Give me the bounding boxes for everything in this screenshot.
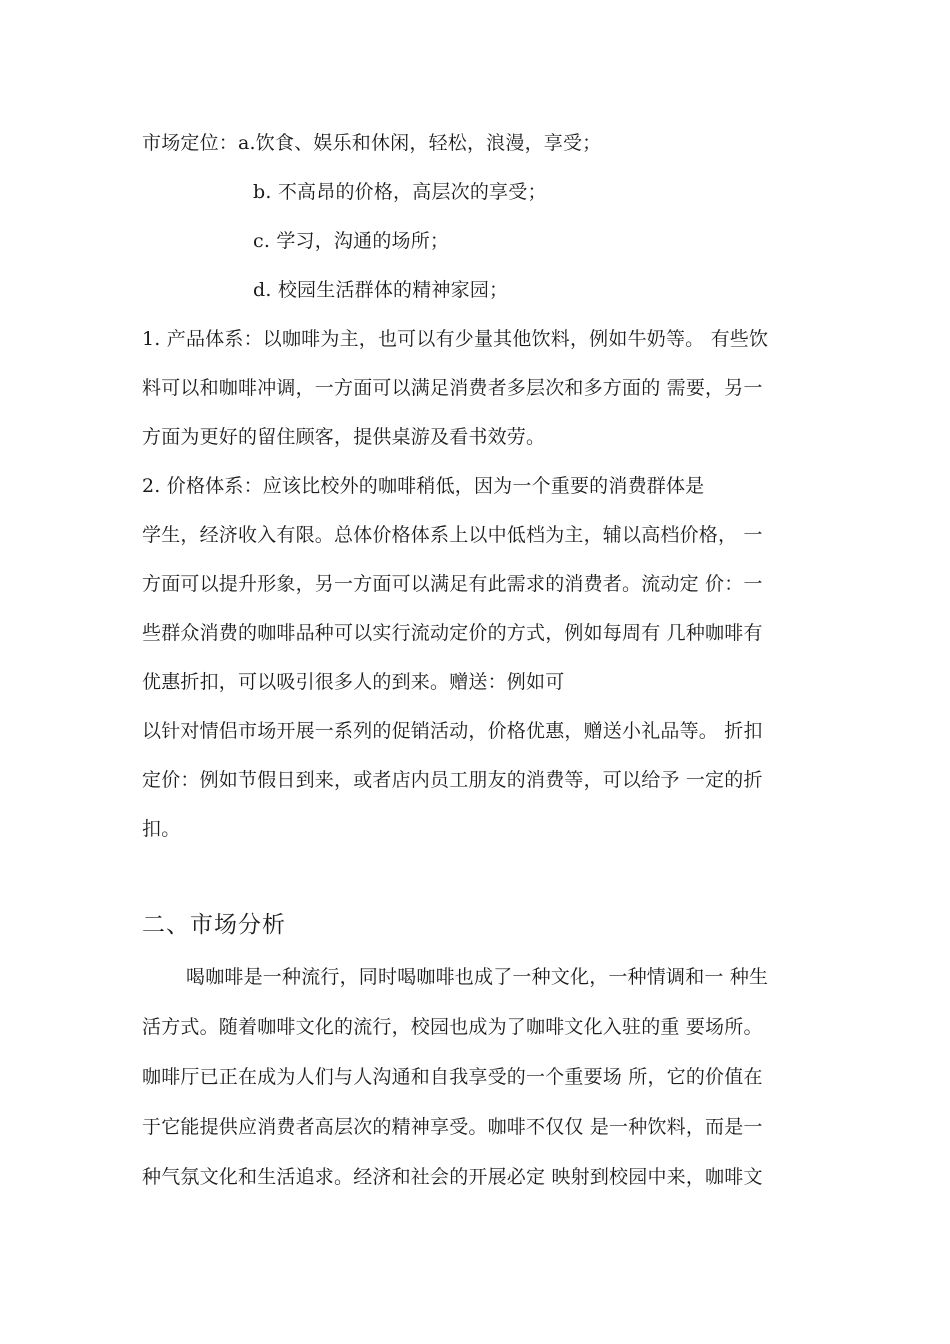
price-system-line: 扣。 bbox=[142, 818, 181, 840]
market-analysis-line: 喝咖啡是一种流行，同时喝咖啡也成了一种文化，一种情调和一 种生 bbox=[186, 966, 769, 988]
price-system-line: 优惠折扣，可以吸引很多人的到来。赠送：例如可 bbox=[142, 671, 565, 693]
positioning-line-a: 市场定位：a.饮食、娱乐和休闲，轻松，浪漫，享受； bbox=[142, 132, 602, 154]
product-system-line: 1. 产品体系：以咖啡为主，也可以有少量其他饮料，例如牛奶等。 有些饮 bbox=[142, 328, 769, 350]
product-system-line: 料可以和咖啡冲调，一方面可以满足消费者多层次和多方面的 需要，另一 bbox=[142, 377, 763, 399]
market-analysis-line: 咖啡厅已正在成为人们与人沟通和自我享受的一个重要场 所，它的价值在 bbox=[142, 1066, 763, 1088]
price-system-line: 2. 价格体系：应该比校外的咖啡稍低，因为一个重要的消费群体是 bbox=[142, 475, 705, 497]
price-system-line: 学生，经济收入有限。总体价格体系上以中低档为主，辅以高档价格， 一 bbox=[142, 524, 763, 546]
positioning-line-c: c. 学习，沟通的场所； bbox=[253, 230, 450, 252]
price-system-line: 些群众消费的咖啡品种可以实行流动定价的方式，例如每周有 几种咖啡有 bbox=[142, 622, 763, 644]
price-system-line: 方面可以提升形象，另一方面可以满足有此需求的消费者。流动定 价：一 bbox=[142, 573, 763, 595]
price-system-line: 定价：例如节假日到来，或者店内员工朋友的消费等，可以给予 一定的折 bbox=[142, 769, 763, 791]
market-analysis-line: 种气氛文化和生活追求。经济和社会的开展必定 映射到校园中来，咖啡文 bbox=[142, 1166, 763, 1188]
product-system-line: 方面为更好的留住顾客，提供桌游及看书效劳。 bbox=[142, 426, 546, 448]
positioning-line-b: b. 不高昂的价格，高层次的享受； bbox=[253, 181, 547, 203]
price-system-line: 以针对情侣市场开展一系列的促销活动，价格优惠，赠送小礼品等。 折扣 bbox=[142, 720, 763, 742]
positioning-line-d: d. 校园生活群体的精神家园； bbox=[253, 279, 509, 301]
market-analysis-line: 于它能提供应消费者高层次的精神享受。咖啡不仅仅 是一种饮料，而是一 bbox=[142, 1116, 763, 1138]
market-analysis-line: 活方式。随着咖啡文化的流行，校园也成为了咖啡文化入驻的重 要场所。 bbox=[142, 1016, 763, 1038]
section-heading: 二、市场分析 bbox=[142, 912, 286, 938]
